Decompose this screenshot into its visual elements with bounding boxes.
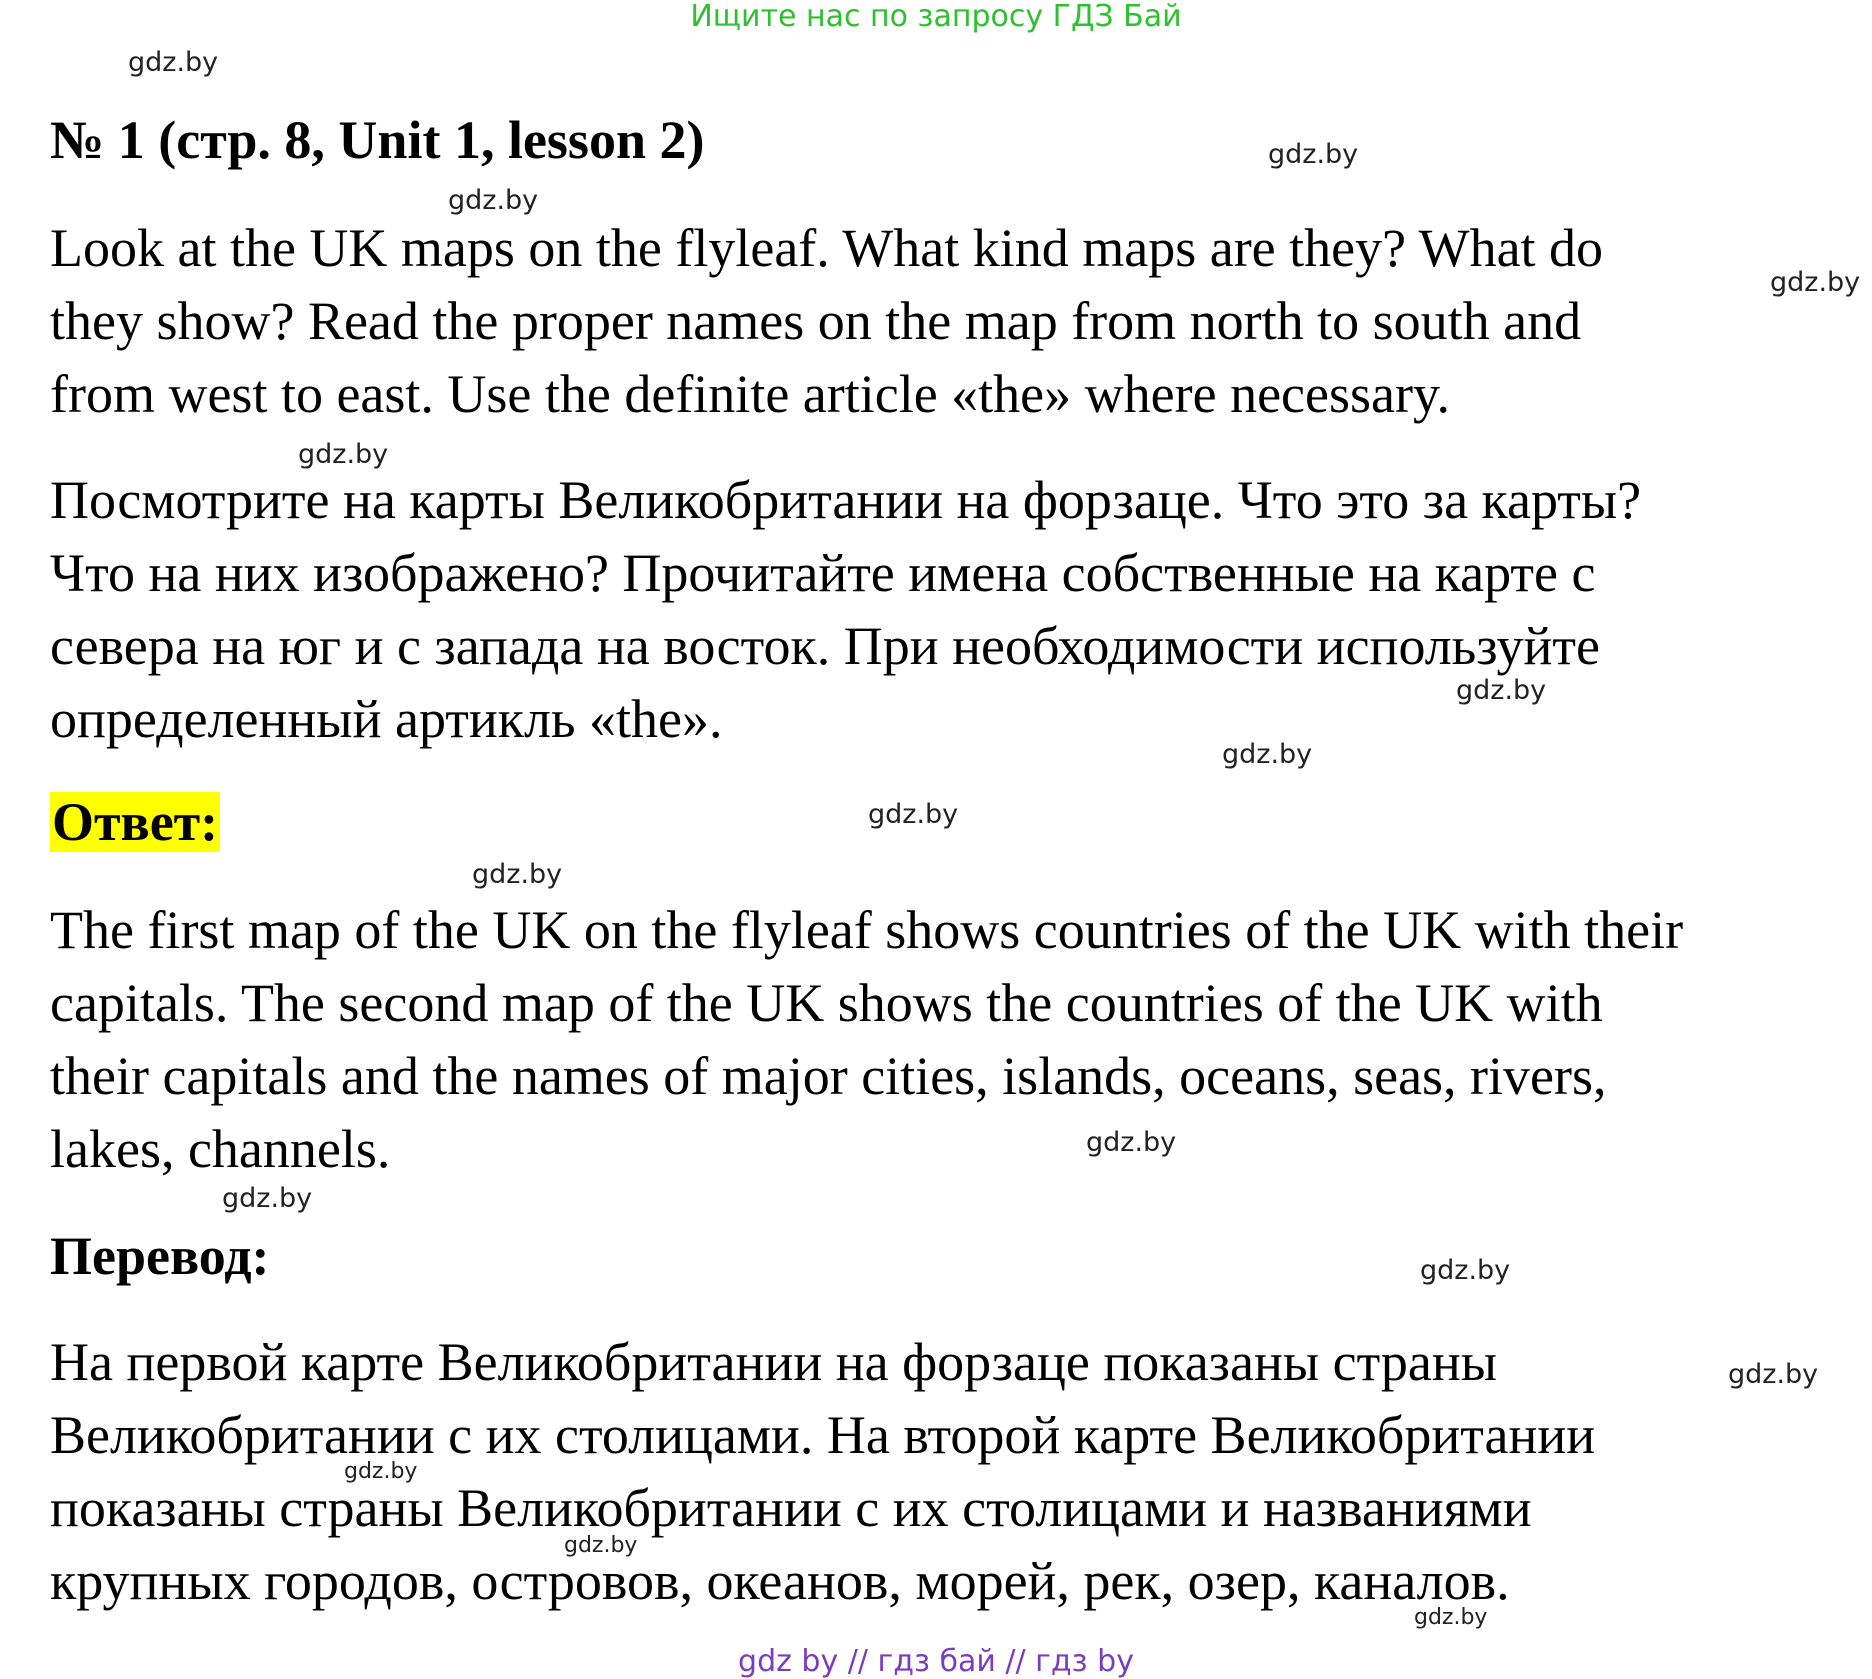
watermark: gdz.by (1770, 267, 1861, 298)
watermark: gdz.by (1456, 675, 1547, 706)
text-line: севера на юг и с запада на восток. При необходимости используйте (50, 616, 1600, 676)
text-line: Look at the UK maps on the flyleaf. What kind maps are they? What do (50, 218, 1604, 278)
text-line: Великобритании с их столицами. На второй карте Великобритании (50, 1405, 1596, 1465)
footer-links: gdz by // гдз бай // гдз by (738, 1644, 1134, 1679)
watermark: gdz.by (222, 1183, 313, 1214)
answer-text (50, 894, 1840, 1186)
task-russian (50, 464, 1840, 756)
text-line: their capitals and the names of major cities, islands, oceans, seas, rivers, (50, 1046, 1607, 1106)
watermark: gdz.by (564, 1533, 638, 1558)
watermark: gdz.by (128, 47, 219, 78)
watermark: gdz.by (1414, 1605, 1488, 1630)
watermark: gdz.by (344, 1459, 418, 1484)
watermark: gdz.by (1268, 139, 1359, 170)
text-line: крупных городов, островов, океанов, морей, рек, озер, каналов. (50, 1551, 1510, 1611)
answer-heading (50, 790, 220, 854)
watermark: gdz.by (1728, 1359, 1819, 1390)
watermark: gdz.by (1086, 1127, 1177, 1158)
task-english (50, 212, 1840, 431)
text-line: Посмотрите на карты Великобритании на форзаце. Что это за карты? (50, 470, 1642, 530)
watermark: gdz.by (868, 799, 959, 830)
text-line: lakes, channels. (50, 1119, 391, 1179)
text-line: показаны страны Великобритании с их столицами и названиями (50, 1478, 1532, 1538)
watermark: gdz.by (472, 859, 563, 890)
text-line: Что на них изображено? Прочитайте имена собственные на карте с (50, 543, 1596, 603)
watermark: gdz.by (448, 185, 539, 216)
text-line: На первой карте Великобритании на форзаце показаны страны (50, 1332, 1498, 1392)
answer-heading-label: Ответ: (52, 792, 219, 852)
text-line: capitals. The second map of the UK shows the countries of the UK with (50, 973, 1603, 1033)
watermark: gdz.by (1420, 1255, 1511, 1286)
watermark: gdz.by (1222, 739, 1313, 770)
translation-heading: Перевод: (50, 1226, 270, 1286)
text-line: The first map of the UK on the flyleaf shows countries of the UK with their (50, 900, 1684, 960)
top-banner: Ищите нас по запросу ГДЗ Бай (690, 0, 1182, 34)
text-line: they show? Read the proper names on the map from north to south and (50, 291, 1582, 351)
watermark: gdz.by (298, 439, 389, 470)
text-line: определенный артикль «the». (50, 689, 723, 749)
text-line: from west to east. Use the definite article «the» where necessary. (50, 364, 1450, 424)
exercise-title: № 1 (стр. 8, Unit 1, lesson 2) (50, 110, 705, 170)
translation-text (50, 1326, 1840, 1618)
